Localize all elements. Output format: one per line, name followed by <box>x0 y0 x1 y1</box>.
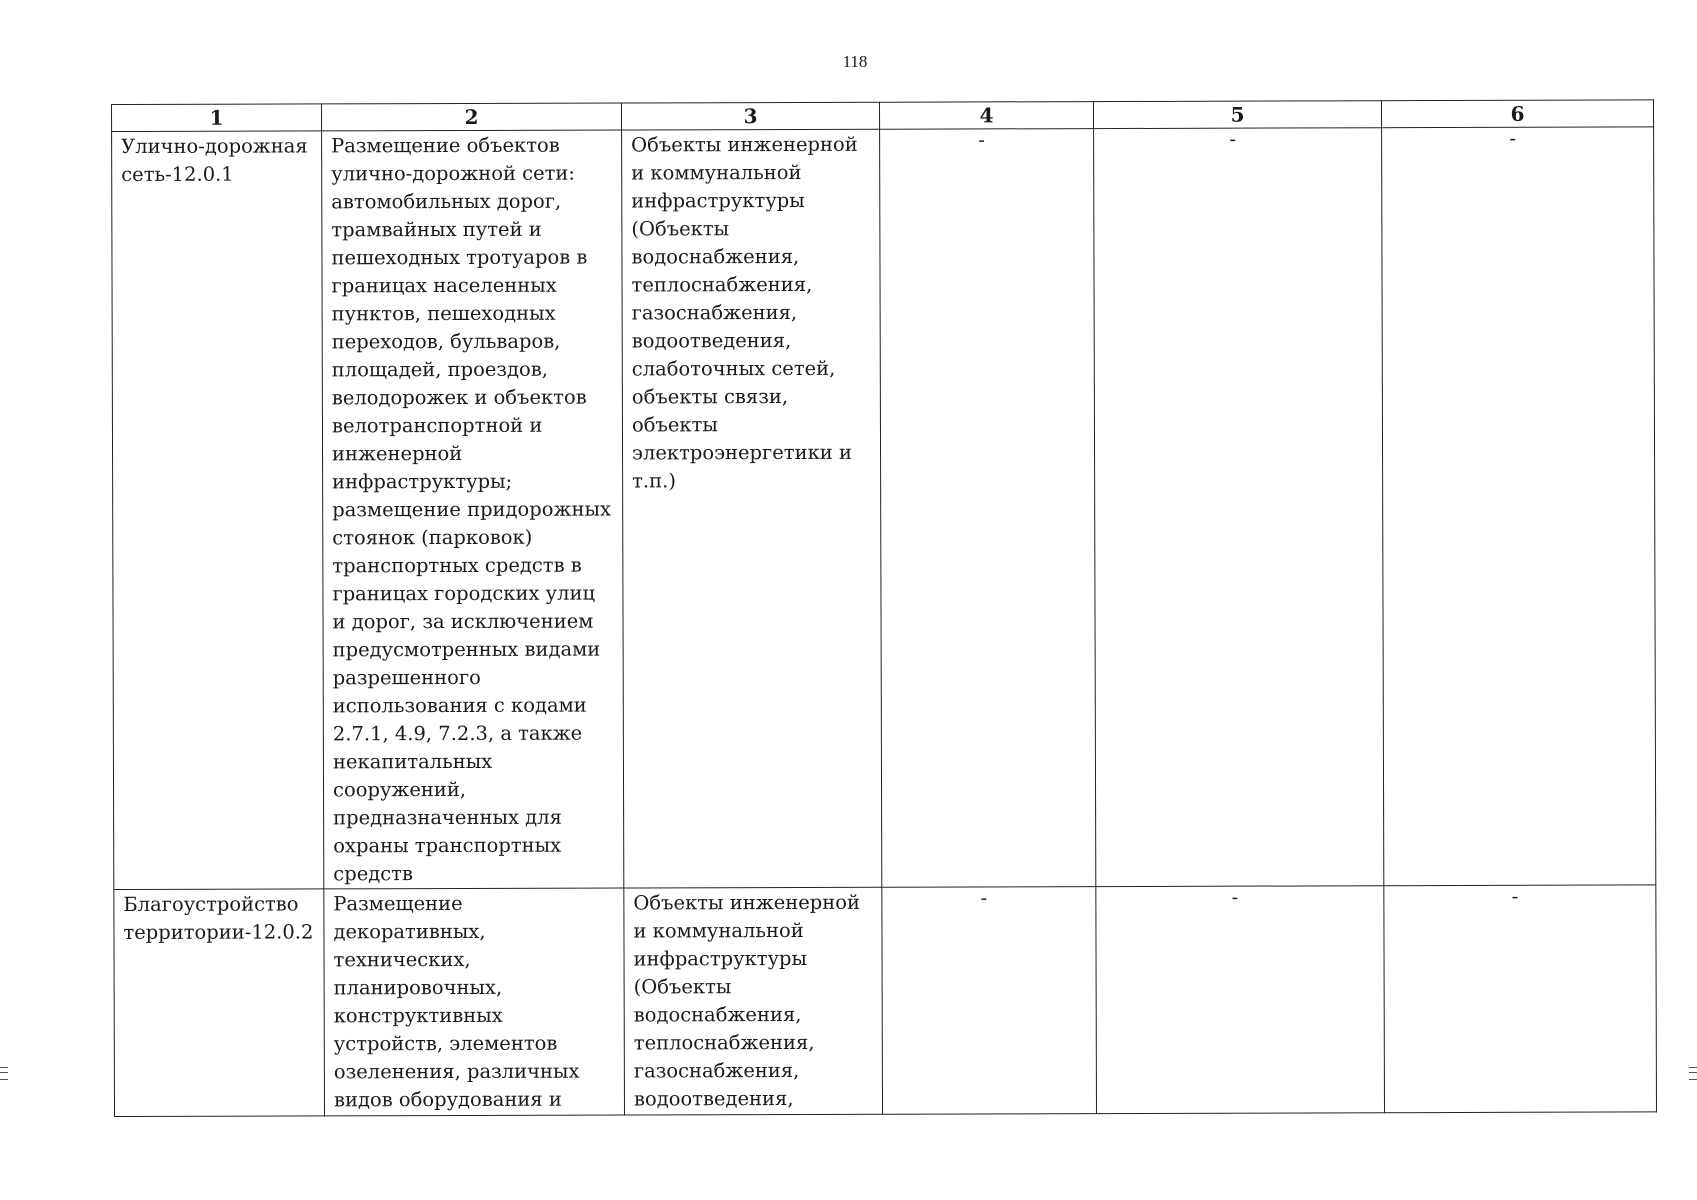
use-type-cell <box>112 131 324 890</box>
column-header-1: 1 <box>112 104 322 132</box>
col6-cell <box>1382 127 1656 886</box>
description-text: Размещение объектов улично-дорожной сети: автомобильных дорог, трамвайных путей и пешеходных тротуаров в границах населенных пунктов, пешеходных переходов, бульваров, площадей, проездов, велодорожек и объектов велотранспортной и инженерной инфраструктуры; размещение придорожных стоянок (парковок) транспортных средств в границах городских улиц и дорог, за исключением предусмотренных видами разрешенного использования с кодами 2.7.1, 4.9, 7.2.3, а также некапитальных сооружений, предназначенных для охраны транспортных средств <box>331 133 612 886</box>
column-header-6: 6 <box>1381 100 1653 128</box>
table-row <box>112 127 1656 890</box>
column-header-3: 3 <box>621 102 879 130</box>
scan-edge-mark-right <box>1689 1067 1697 1080</box>
col4-cell <box>882 887 1097 1115</box>
column-header-5: 5 <box>1093 101 1381 129</box>
scan-edge-mark-left <box>0 1067 8 1080</box>
description-cell <box>324 888 625 1116</box>
col6-cell <box>1384 885 1657 1113</box>
col5-value: - <box>1229 127 1236 151</box>
col5-cell <box>1096 886 1385 1114</box>
col4-cell <box>880 129 1096 888</box>
column-header-4: 4 <box>879 102 1093 130</box>
objects-text: Объекты инженерной и коммунальной инфраструктуры (Объекты водоснабжения, теплоснабжения, газоснабжения, водоотведения, <box>633 890 860 1111</box>
description-text: Размещение декоративных, технических, планировочных, конструктивных устройств, элементов озеленения, различных видов оборудования и <box>333 891 580 1112</box>
column-header-2: 2 <box>322 103 622 131</box>
page-number: 118 <box>842 52 868 71</box>
col5-cell <box>1094 128 1384 887</box>
col4-value: - <box>980 886 988 910</box>
use-type-cell <box>114 889 325 1117</box>
objects-text: Объекты инженерной и коммунальной инфраструктуры (Объекты водоснабжения, теплоснабжения, газоснабжения, водоотведения, слаботочных сетей, объекты связи, объекты электроэнергетики и т.п.) <box>631 132 858 493</box>
table-row <box>114 885 1657 1117</box>
description-cell <box>322 130 624 889</box>
use-type-text: Улично-дорожная сеть-12.0.1 <box>121 134 308 186</box>
col6-value: - <box>1509 126 1516 150</box>
col6-value: - <box>1511 884 1519 908</box>
objects-cell <box>624 887 883 1115</box>
col4-value: - <box>978 128 985 152</box>
use-type-text: Благоустройство территории-12.0.2 <box>123 892 314 944</box>
land-use-table <box>111 99 1657 1117</box>
objects-cell <box>622 129 882 888</box>
col5-value: - <box>1231 885 1239 909</box>
